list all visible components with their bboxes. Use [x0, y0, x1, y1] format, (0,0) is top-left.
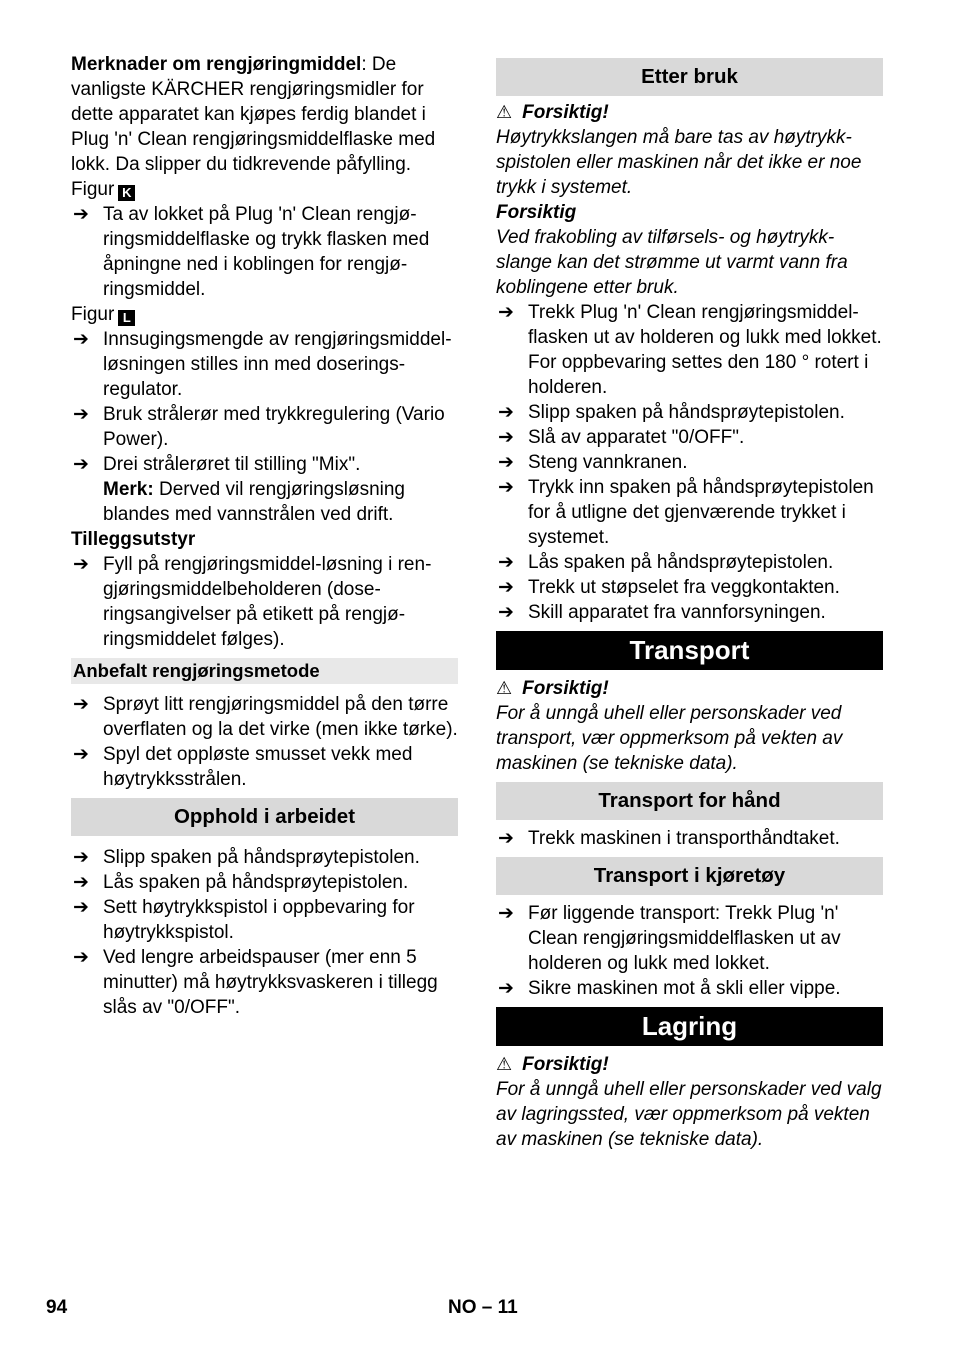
list-item: [71, 870, 458, 895]
section-code: NO – 11: [448, 1297, 518, 1318]
warning-icon: ⚠: [496, 1054, 513, 1074]
arrow-icon: ➔: [73, 694, 89, 715]
figure-k-icon: K: [118, 185, 135, 201]
step-text: Drei strålerøret til stilling "Mix".: [103, 454, 361, 475]
left-column: [71, 52, 458, 1020]
figure-label: Figur: [71, 179, 115, 200]
step-text: Ved lengre arbeidspauser (mer enn 5 minutter) må høytrykksvaskeren i tillegg slås av "0/OFF".: [103, 947, 438, 1018]
warning-heading: [496, 1052, 883, 1077]
arrow-icon: ➔: [498, 552, 514, 573]
step-text: Steng vannkranen.: [528, 452, 688, 473]
list-item: [71, 202, 458, 302]
list-item: [71, 552, 458, 652]
step-text: Trekk Plug 'n' Clean rengjøringsmiddelflasken ut av holderen og lukk med lokket. For oppbevaring settes den 180 ° rotert i holderen.: [528, 302, 882, 398]
figure-l-icon: L: [118, 310, 135, 326]
warning-title: Forsiktig!: [522, 1054, 609, 1075]
arrow-icon: ➔: [498, 903, 514, 924]
step-text: Bruk strålerør med trykkregulering (Vario Power).: [103, 404, 445, 450]
step-text: Slipp spaken på håndsprøytepistolen.: [528, 402, 845, 423]
step-text: Skill apparatet fra vannforsyningen.: [528, 602, 826, 623]
warning-title: Forsiktig!: [522, 102, 609, 123]
transport-vehicle-heading: Transport i kjøretøy: [496, 857, 883, 895]
step-text: Sett høytrykkspistol i oppbevaring for høytrykkspistol.: [103, 897, 415, 943]
list-item: [71, 895, 458, 945]
work-break-heading: Opphold i arbeidet: [71, 798, 458, 836]
step-text: Trekk ut støpselet fra veggkontakten.: [528, 577, 840, 598]
arrow-icon: ➔: [73, 897, 89, 918]
right-column: [496, 52, 883, 1152]
list-item: [496, 550, 883, 575]
list-item: [496, 475, 883, 550]
step-text: Trykk inn spaken på håndsprøytepistolen for å utligne det gjenværende trykket i systemet.: [528, 477, 874, 548]
warning-heading: [496, 676, 883, 701]
transport-by-hand-heading: Transport for hånd: [496, 782, 883, 820]
figure-l-ref: [71, 302, 458, 327]
list-item: [71, 327, 458, 402]
caution-heading: [496, 200, 883, 225]
figure-label: Figur: [71, 304, 115, 325]
arrow-icon: ➔: [73, 454, 89, 475]
arrow-icon: ➔: [73, 204, 89, 225]
list-item: [496, 600, 883, 625]
arrow-icon: ➔: [73, 847, 89, 868]
accessories-heading: [71, 527, 458, 552]
transport-section-title: Transport: [496, 631, 883, 670]
step-text: Sikre maskinen mot å skli eller vippe.: [528, 978, 841, 999]
list-item: [71, 692, 458, 742]
list-item: [71, 402, 458, 452]
warning-icon: ⚠: [496, 678, 513, 698]
arrow-icon: ➔: [498, 477, 514, 498]
step-text: Lås spaken på håndsprøytepistolen.: [528, 552, 834, 573]
recommended-method-heading: Anbefalt rengjøringsmetode: [71, 658, 458, 684]
arrow-icon: ➔: [498, 402, 514, 423]
list-item: [496, 976, 883, 1001]
step-text: Lås spaken på håndsprøytepistolen.: [103, 872, 409, 893]
list-item: [496, 575, 883, 600]
step-text: Slipp spaken på håndsprøytepistolen.: [103, 847, 420, 868]
list-item: [496, 826, 883, 851]
intro-paragraph: [71, 52, 458, 177]
step-text: Fyll på rengjøringsmiddel-løsning i rengjøringsmiddelbeholderen (doseringsangivelser på etikett på rengjøringsmiddelet følges).: [103, 554, 432, 650]
list-item: [71, 945, 458, 1020]
step-text: Innsugingsmengde av rengjøringsmiddel-løsningen stilles inn med doseringsregulator.: [103, 329, 452, 400]
caution-title: Forsiktig: [496, 202, 577, 223]
arrow-icon: ➔: [498, 427, 514, 448]
warning-icon: ⚠: [496, 102, 513, 122]
note-bold: Merk:: [103, 479, 154, 500]
step-text: Sprøyt litt rengjøringsmiddel på den tørre overflaten og la det virke (men ikke tørke).: [103, 694, 458, 740]
warning-heading: [496, 100, 883, 125]
arrow-icon: ➔: [498, 452, 514, 473]
arrow-icon: ➔: [73, 554, 89, 575]
step-text: Spyl det oppløste smusset vekk med høytrykksstrålen.: [103, 744, 413, 790]
storage-section-title: Lagring: [496, 1007, 883, 1046]
page-number: 94: [46, 1297, 68, 1318]
caution-text: Ved frakobling av tilførsels- og høytrykkslange kan det strømme ut varmt vann fra koblingene etter bruk.: [496, 227, 848, 298]
warning-text: For å unngå uhell eller personskader ved valg av lagringssted, vær oppmerksom på vekten av maskinen (se tekniske data).: [496, 1079, 882, 1150]
accessories-title: Tilleggsutstyr: [71, 529, 196, 550]
warning-text: Høytrykkslangen må bare tas av høytrykkspistolen eller maskinen når det ikke er noe trykk i systemet.: [496, 127, 862, 198]
list-item: [71, 452, 458, 527]
list-item: [71, 742, 458, 792]
arrow-icon: ➔: [498, 602, 514, 623]
step-text: Ta av lokket på Plug 'n' Clean rengjøringsmiddelflaske og trykk flasken med åpningne ned i koblingen for rengjøringsmiddel.: [103, 204, 430, 300]
arrow-icon: ➔: [73, 329, 89, 350]
step-text: Slå av apparatet "0/OFF".: [528, 427, 745, 448]
arrow-icon: ➔: [73, 744, 89, 765]
arrow-icon: ➔: [73, 947, 89, 968]
arrow-icon: ➔: [73, 404, 89, 425]
intro-bold: Merknader om rengjøringmiddel: [71, 54, 362, 75]
warning-text: For å unngå uhell eller personskader ved transport, vær oppmerksom på vekten av maskinen (se tekniske data).: [496, 703, 843, 774]
arrow-icon: ➔: [498, 577, 514, 598]
list-item: [71, 845, 458, 870]
list-item: [496, 400, 883, 425]
list-item: [496, 425, 883, 450]
arrow-icon: ➔: [498, 978, 514, 999]
arrow-icon: ➔: [498, 828, 514, 849]
intro-text: : De vanligste KÄRCHER rengjøringsmidler for dette apparatet kan kjøpes ferdig blandet i Plug 'n' Clean rengjøringsmiddelflaske med lokk. Da slipper du tidkrevende påfylling.: [71, 54, 436, 175]
step-text: Før liggende transport: Trekk Plug 'n' Clean rengjøringsmiddelflasken ut av holderen og lukk med lokket.: [528, 903, 841, 974]
warning-title: Forsiktig!: [522, 678, 609, 699]
list-item: [496, 901, 883, 976]
list-item: [496, 450, 883, 475]
step-text: Trekk maskinen i transporthåndtaket.: [528, 828, 840, 849]
figure-k-ref: [71, 177, 458, 202]
list-item: [496, 300, 883, 400]
after-use-heading: Etter bruk: [496, 58, 883, 96]
note-text: Derved vil rengjøringsløsning blandes med vannstrålen ved drift.: [103, 479, 406, 525]
arrow-icon: ➔: [73, 872, 89, 893]
arrow-icon: ➔: [498, 302, 514, 323]
